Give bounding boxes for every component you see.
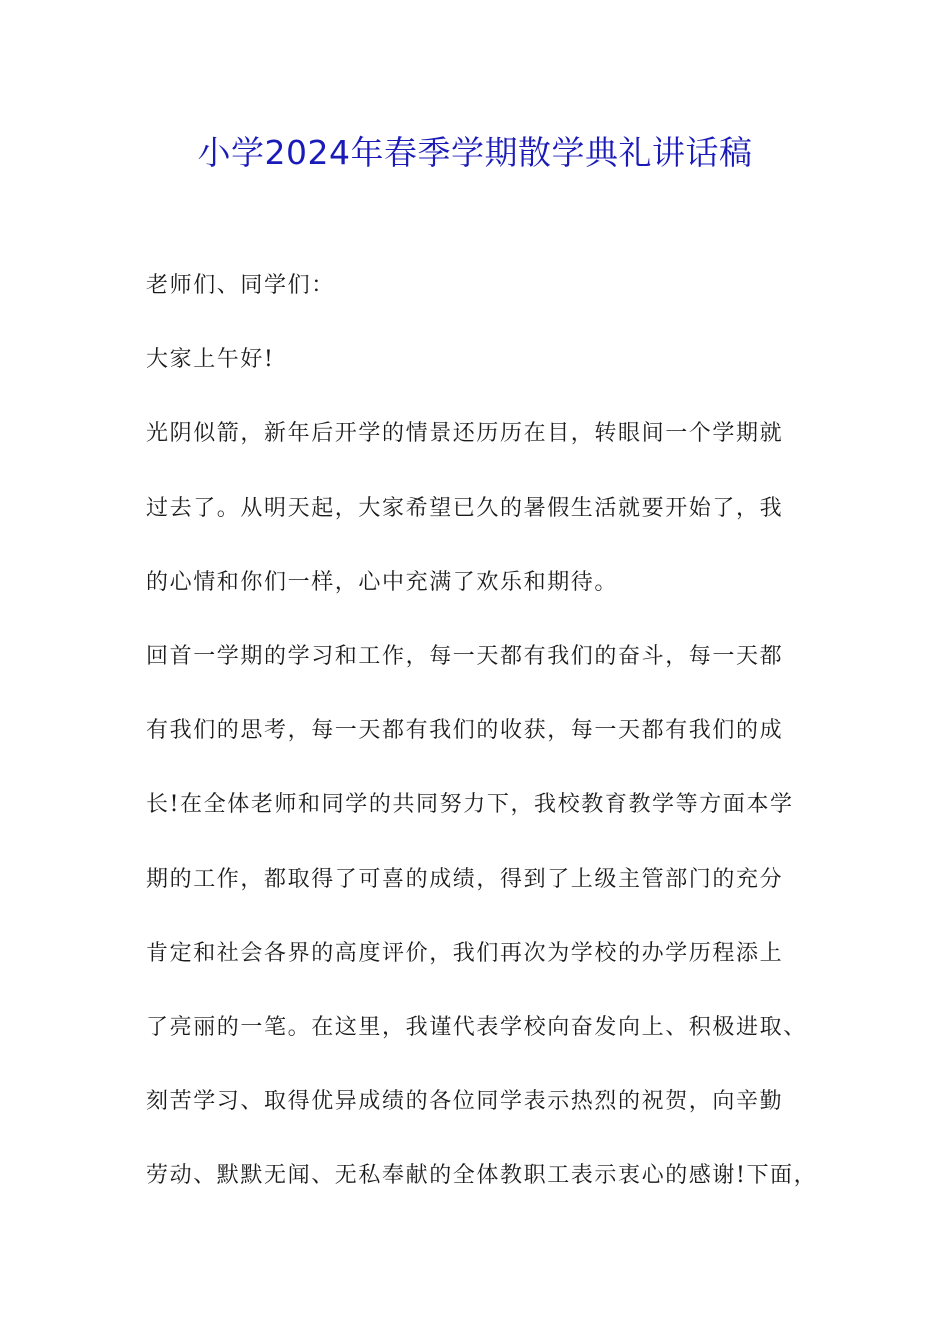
body-line-greeting: 大家上午好! <box>146 347 275 373</box>
body-line: 劳动、默默无闻、无私奉献的全体教职工表示衷心的感谢!下面， <box>146 1163 818 1189</box>
body-line: 过去了。从明天起，大家希望已久的暑假生活就要开始了，我 <box>146 495 784 521</box>
body-line: 的心情和你们一样，心中充满了欢乐和期待。 <box>146 569 619 595</box>
body-line: 刻苦学习、取得优异成绩的各位同学表示热烈的祝贺，向辛勤 <box>146 1089 784 1115</box>
body-line: 光阴似箭，新年后开学的情景还历历在目，转眼间一个学期就 <box>146 421 784 447</box>
document-body <box>146 266 826 1230</box>
body-line: 回首一学期的学习和工作，每一天都有我们的奋斗，每一天都 <box>146 643 784 669</box>
body-line: 有我们的思考，每一天都有我们的收获，每一天都有我们的成 <box>146 718 784 744</box>
body-line: 期的工作，都取得了可喜的成绩，得到了上级主管部门的充分 <box>146 866 784 892</box>
document-title: 小学2024年春季学期散学典礼讲话稿 <box>197 133 753 172</box>
body-line: 了亮丽的一笔。在这里，我谨代表学校向奋发向上、积极进取、 <box>146 1014 807 1040</box>
body-line: 长!在全体老师和同学的共同努力下，我校教育教学等方面本学 <box>146 792 794 818</box>
body-line: 肯定和社会各界的高度评价，我们再次为学校的办学历程添上 <box>146 940 784 966</box>
body-line-salutation: 老师们、同学们： <box>146 273 335 298</box>
